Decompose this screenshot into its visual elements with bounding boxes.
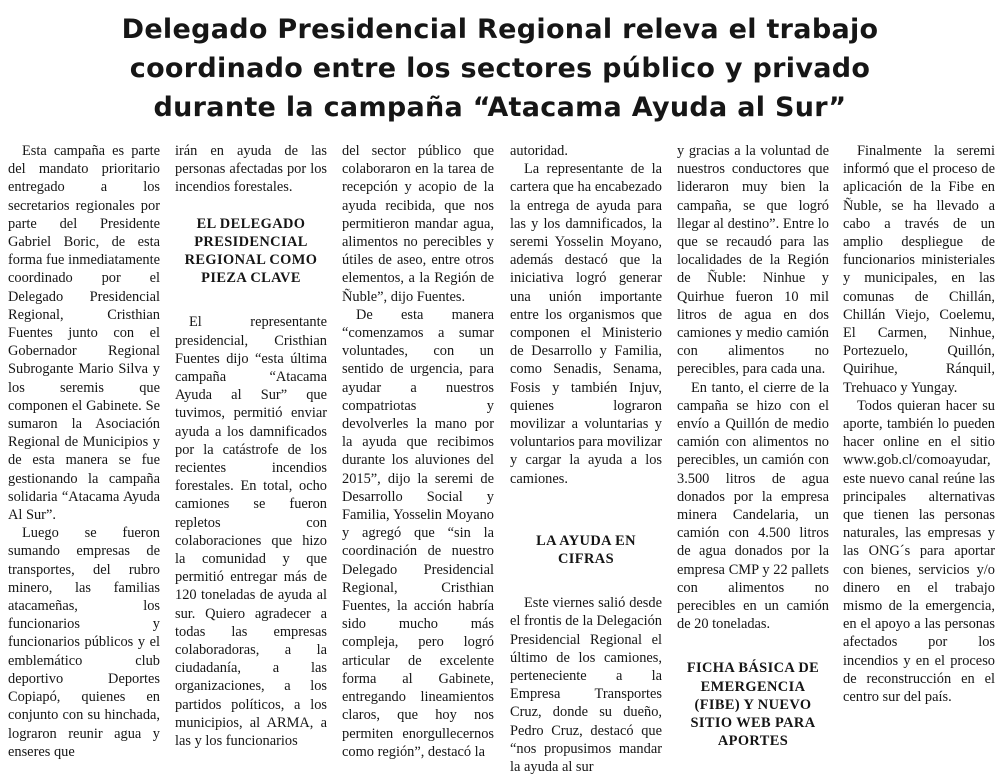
section-heading-fibe: FICHA BÁSICA DE EMERGENCIA (FIBE) Y NUEVO SITIO WEB PARA APORTES [686,660,820,750]
article-column-4 [510,142,662,776]
paragraph: y gracias a la voluntad de nuestros conductores que lideraron muy bien la campaña, se que logró llegar al destino”. Entre lo que se recaudó para las localidades de la Región de Ñuble: Ninhue y Quirhue fueron 10 mil litros de agua en dos camiones y medio camión con alimentos no perecibles, para cada una. [677,143,829,378]
article-column-5 [677,142,829,751]
section-heading-delegado: EL DELEGADO PRESIDENCIAL REGIONAL COMO PIEZA CLAVE [184,215,318,287]
paragraph: del sector público que colaboraron en la tarea de recepción y acopio de la ayuda recibida, que nos permitieron mandar agua, alimentos no perecibles y útiles de aseo, entre otros elementos, a la Región de Ñuble”, dijo Fuentes. [342,143,494,305]
paragraph: irán en ayuda de las personas afectadas por los incendios forestales. [175,143,327,196]
article-column-2 [175,142,327,750]
paragraph: Todos quieran hacer su aporte, también lo pueden hacer online en el sitio www.gob.cl/comoayudar, este nuevo canal reúne las principales alternativas que tienen las personas naturales, las empresas y las ONG´s para aportar con bienes, servicios y/o dinero en el trabajo mismo de la emergencia, en el apoyo a las personas afectados por los incendios y en el proceso de reconstrucción en el centro sur del país. [843,397,995,706]
paragraph: Este viernes salió desde el frontis de la Delegación Presidencial Regional el último de los camiones, perteneciente a la Empresa Transportes Cruz, donde su dueño, Pedro Cruz, destacó que “nos propusimos mandar la ayuda al sur [510,595,662,776]
paragraph: De esta manera “comenzamos a sumar voluntades, con un sentido de urgencia, para ayudar a nuestros compatriotas y devolverles la mano por la ayuda que recibimos durante los aluviones del 2015”, dijo la seremi de Desarrollo Social y Familia, Yosselin Moyano y agregó que “sin la coordinación de nuestro Delegado Presidencial Regional, Cristhian Fuentes, la acción habría sido mucho más compleja, pero logró articular de excelente forma al Gabinete, entregando lineamientos claros, que hoy nos permiten enorgullecernos como región”, destacó la [342,306,494,760]
paragraph: Finalmente la seremi informó que el proceso de aplicación de la Fibe en Ñuble, se ha llevado a cabo a través de un amplio despliegue de funcionarios ministeriales y municipales, en las comunas de Chillán, Chillán Viejo, Coelemu, El Carmen, Ninhue, Portezuelo, Quillón, Quirihue, Ránquil, Trehuaco y Yungay. [843,143,995,396]
paragraph: En tanto, el cierre de la campaña se hizo con el envío a Quillón de medio camión con alimentos no perecibles, un camión con 3.500 litros de agua donados por la empresa minera Candelaria, un camión con 4.500 litros de agua donados por la empresa CMP y 22 pallets con alimentos no perecibles en un camión de 20 toneladas. [677,379,829,633]
headline-line-2: coordinado entre los sectores público y privado [129,53,871,84]
paragraph: autoridad. [510,143,568,159]
headline [40,10,960,127]
section-heading-cifras: LA AYUDA EN CIFRAS [536,532,636,568]
paragraph: La representante de la cartera que ha encabezado la entrega de ayuda para las y los damnificados, la seremi Yosselin Moyano, además destacó que la iniciativa logró generar una unión importante entre los organismos que componen el Ministerio de Desarrollo y Familia, como Senadis, Senama, Fosis y también Injuv, quienes lograron movilizar a voluntarias y voluntarios para movilizar y cargar la ayuda a los camiones. [510,161,662,487]
headline-line-1: Delegado Presidencial Regional releva el trabajo [121,14,879,45]
article-column-1 [8,142,160,761]
paragraph: Esta campaña es parte del mandato prioritario entregado a los secretarios regionales por parte del Presidente Gabriel Boric, de esta forma fue inmediatamente coordinado por el Delegado Presidencial Regional, Cristhian Fuentes junto con el Gobernador Regional Subrogante Mario Silva y los seremis que componen el Gabinete. Se sumaron la Asociación Regional de Municipios y de esta manera se fue gestionando la campaña solidaria “Atacama Ayuda Al Sur”. [8,143,160,524]
article-column-6 [843,142,995,706]
article-column-3 [342,142,494,761]
headline-line-3: durante la campaña “Atacama Ayuda al Sur” [153,92,847,123]
paragraph: El representante presidencial, Cristhian Fuentes dijo “esta última campaña “Atacama Ayuda al Sur” que tuvimos, permitió enviar ayuda a los damnificados por la catástrofe de los recientes incendios forestales. En total, ocho camiones se fueron repletos con colaboraciones que hizo la comunidad y que permitió entregar más de 120 toneladas de ayuda al sur. Quiero agradecer a todas las empresas colaboradoras, a la ciudadanía, a las organizaciones, a los partidos políticos, a los municipios, al ARMA, a las y los funcionarios [175,314,327,750]
paragraph: Luego se fueron sumando empresas de transportes, del rubro minero, las familias atacameñas, los funcionarios y funcionarios públicos y el emblemático club deportivo Deportes Copiapó, quienes en conjunto con su hinchada, lograron reunir agua y enseres que [8,525,160,760]
